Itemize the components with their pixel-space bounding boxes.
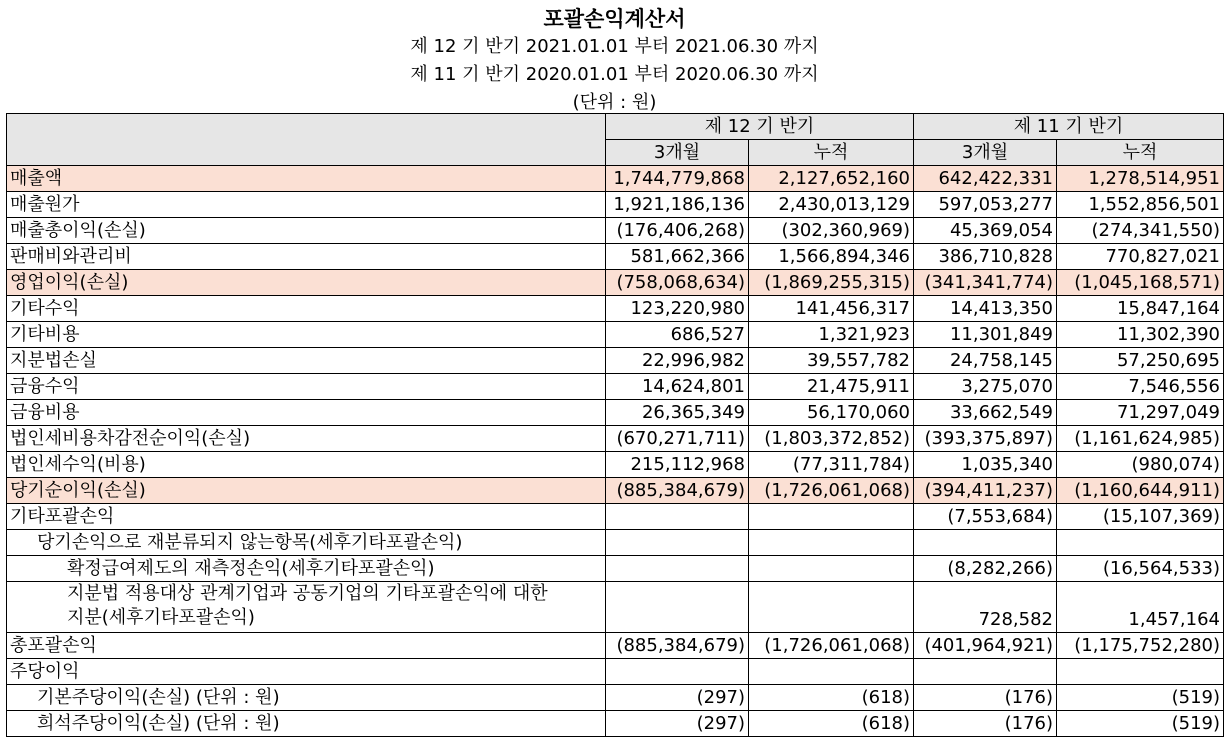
row-value: (297) — [606, 711, 749, 737]
row-value: (401,964,921) — [914, 633, 1057, 659]
row-value: (274,341,550) — [1057, 218, 1224, 244]
header-cumulative-11: 누적 — [1057, 140, 1224, 166]
row-value: (7,553,684) — [914, 504, 1057, 530]
row-value: (618) — [749, 685, 914, 711]
row-value: 141,456,317 — [749, 296, 914, 322]
row-value: (519) — [1057, 685, 1224, 711]
row-value: (1,726,061,068) — [749, 633, 914, 659]
row-value: 14,413,350 — [914, 296, 1057, 322]
row-value: (341,341,774) — [914, 270, 1057, 296]
table-row — [7, 530, 1224, 556]
row-label: 주당이익 — [7, 659, 606, 685]
table-row — [7, 685, 1224, 711]
header-3month-12: 3개월 — [606, 140, 749, 166]
table-row — [7, 166, 1224, 192]
table-row — [7, 426, 1224, 452]
table-row — [7, 711, 1224, 737]
table-row — [7, 556, 1224, 582]
row-value: 1,566,894,346 — [749, 244, 914, 270]
row-value: 215,112,968 — [606, 452, 749, 478]
row-value: 22,996,982 — [606, 348, 749, 374]
row-value: 123,220,980 — [606, 296, 749, 322]
row-value: (1,869,255,315) — [749, 270, 914, 296]
row-value — [749, 659, 914, 685]
row-value: (297) — [606, 685, 749, 711]
row-value: 686,527 — [606, 322, 749, 348]
row-value: 21,475,911 — [749, 374, 914, 400]
row-value: (16,564,533) — [1057, 556, 1224, 582]
row-value: (176) — [914, 711, 1057, 737]
row-value: 1,035,340 — [914, 452, 1057, 478]
row-label: 총포괄손익 — [7, 633, 606, 659]
row-value: 386,710,828 — [914, 244, 1057, 270]
header-cumulative-12: 누적 — [749, 140, 914, 166]
row-value — [914, 659, 1057, 685]
row-value — [749, 556, 914, 582]
row-value — [749, 582, 914, 633]
row-value: 597,053,277 — [914, 192, 1057, 218]
row-value: 1,921,186,136 — [606, 192, 749, 218]
row-label: 당기순이익(손실) — [7, 478, 606, 504]
row-value: 14,624,801 — [606, 374, 749, 400]
row-value: 57,250,695 — [1057, 348, 1224, 374]
table-row — [7, 452, 1224, 478]
row-value — [1057, 530, 1224, 556]
row-value: (1,160,644,911) — [1057, 478, 1224, 504]
income-statement-table — [6, 113, 1224, 737]
row-value: 26,365,349 — [606, 400, 749, 426]
header-period-12: 제 12 기 반기 — [606, 114, 914, 140]
row-value: (1,161,624,985) — [1057, 426, 1224, 452]
row-value: 728,582 — [914, 582, 1057, 633]
header-period-11: 제 11 기 반기 — [914, 114, 1224, 140]
row-label: 당기손익으로 재분류되지 않는항목(세후기타포괄손익) — [7, 530, 606, 556]
row-value: 642,422,331 — [914, 166, 1057, 192]
row-value: 1,321,923 — [749, 322, 914, 348]
statement-title: 포괄손익계산서 — [543, 7, 686, 31]
row-value: 33,662,549 — [914, 400, 1057, 426]
table-row — [7, 478, 1224, 504]
row-value — [1057, 659, 1224, 685]
row-value: 1,744,779,868 — [606, 166, 749, 192]
header-3month-11: 3개월 — [914, 140, 1057, 166]
row-value: (77,311,784) — [749, 452, 914, 478]
row-label: 금융수익 — [7, 374, 606, 400]
row-label: 희석주당이익(손실) (단위 : 원) — [7, 711, 606, 737]
row-value: 15,847,164 — [1057, 296, 1224, 322]
table-row — [7, 504, 1224, 530]
row-label: 법인세수익(비용) — [7, 452, 606, 478]
row-value: 71,297,049 — [1057, 400, 1224, 426]
table-row — [7, 218, 1224, 244]
table-row — [7, 348, 1224, 374]
row-value: 11,301,849 — [914, 322, 1057, 348]
table-row — [7, 270, 1224, 296]
row-value: 39,557,782 — [749, 348, 914, 374]
row-label: 기타포괄손익 — [7, 504, 606, 530]
row-value: 1,457,164 — [1057, 582, 1224, 633]
row-value: 45,369,054 — [914, 218, 1057, 244]
row-value: (393,375,897) — [914, 426, 1057, 452]
row-value: (1,045,168,571) — [1057, 270, 1224, 296]
row-value: (670,271,711) — [606, 426, 749, 452]
row-value: (980,074) — [1057, 452, 1224, 478]
row-value: (1,726,061,068) — [749, 478, 914, 504]
table-row — [7, 296, 1224, 322]
row-value: (302,360,969) — [749, 218, 914, 244]
row-label: 매출원가 — [7, 192, 606, 218]
period-prior: 제 11 기 반기 2020.01.01 부터 2020.06.30 까지 — [410, 64, 819, 85]
table-row — [7, 582, 1224, 633]
period-current: 제 12 기 반기 2021.01.01 부터 2021.06.30 까지 — [410, 36, 819, 57]
row-value — [914, 530, 1057, 556]
row-value: (885,384,679) — [606, 478, 749, 504]
row-value: 770,827,021 — [1057, 244, 1224, 270]
row-label: 영업이익(손실) — [7, 270, 606, 296]
table-row — [7, 400, 1224, 426]
row-value — [606, 659, 749, 685]
row-value: 7,546,556 — [1057, 374, 1224, 400]
table-row — [7, 633, 1224, 659]
row-value: (1,175,752,280) — [1057, 633, 1224, 659]
row-value — [606, 530, 749, 556]
row-value: 581,662,366 — [606, 244, 749, 270]
row-value: 2,127,652,160 — [749, 166, 914, 192]
row-value: 3,275,070 — [914, 374, 1057, 400]
unit-label: (단위 : 원) — [572, 92, 657, 113]
row-value: (885,384,679) — [606, 633, 749, 659]
table-row — [7, 322, 1224, 348]
table-row — [7, 244, 1224, 270]
table-row — [7, 192, 1224, 218]
row-value: (519) — [1057, 711, 1224, 737]
row-label: 판매비와관리비 — [7, 244, 606, 270]
row-value — [606, 556, 749, 582]
row-label: 기본주당이익(손실) (단위 : 원) — [7, 685, 606, 711]
row-value: 1,552,856,501 — [1057, 192, 1224, 218]
row-value: 2,430,013,129 — [749, 192, 914, 218]
row-value: (1,803,372,852) — [749, 426, 914, 452]
row-value: (8,282,266) — [914, 556, 1057, 582]
row-value: (758,068,634) — [606, 270, 749, 296]
row-value: 11,302,390 — [1057, 322, 1224, 348]
row-label: 확정급여제도의 재측정손익(세후기타포괄손익) — [7, 556, 606, 582]
row-label: 기타비용 — [7, 322, 606, 348]
row-value: (394,411,237) — [914, 478, 1057, 504]
table-row — [7, 659, 1224, 685]
row-label: 지분법손실 — [7, 348, 606, 374]
row-label: 법인세비용차감전순이익(손실) — [7, 426, 606, 452]
row-value — [749, 530, 914, 556]
row-value — [606, 582, 749, 633]
row-value: (176,406,268) — [606, 218, 749, 244]
row-value: (176) — [914, 685, 1057, 711]
row-value: (15,107,369) — [1057, 504, 1224, 530]
row-label: 기타수익 — [7, 296, 606, 322]
row-value: (618) — [749, 711, 914, 737]
row-value — [606, 504, 749, 530]
row-label: 매출총이익(손실) — [7, 218, 606, 244]
row-value: 24,758,145 — [914, 348, 1057, 374]
row-label: 매출액 — [7, 166, 606, 192]
header-blank — [7, 114, 606, 166]
row-value: 1,278,514,951 — [1057, 166, 1224, 192]
row-label: 금융비용 — [7, 400, 606, 426]
row-label: 지분법 적용대상 관계기업과 공동기업의 기타포괄손익에 대한 지분(세후기타포괄손익) — [7, 582, 606, 633]
table-row — [7, 374, 1224, 400]
row-value — [749, 504, 914, 530]
row-value: 56,170,060 — [749, 400, 914, 426]
